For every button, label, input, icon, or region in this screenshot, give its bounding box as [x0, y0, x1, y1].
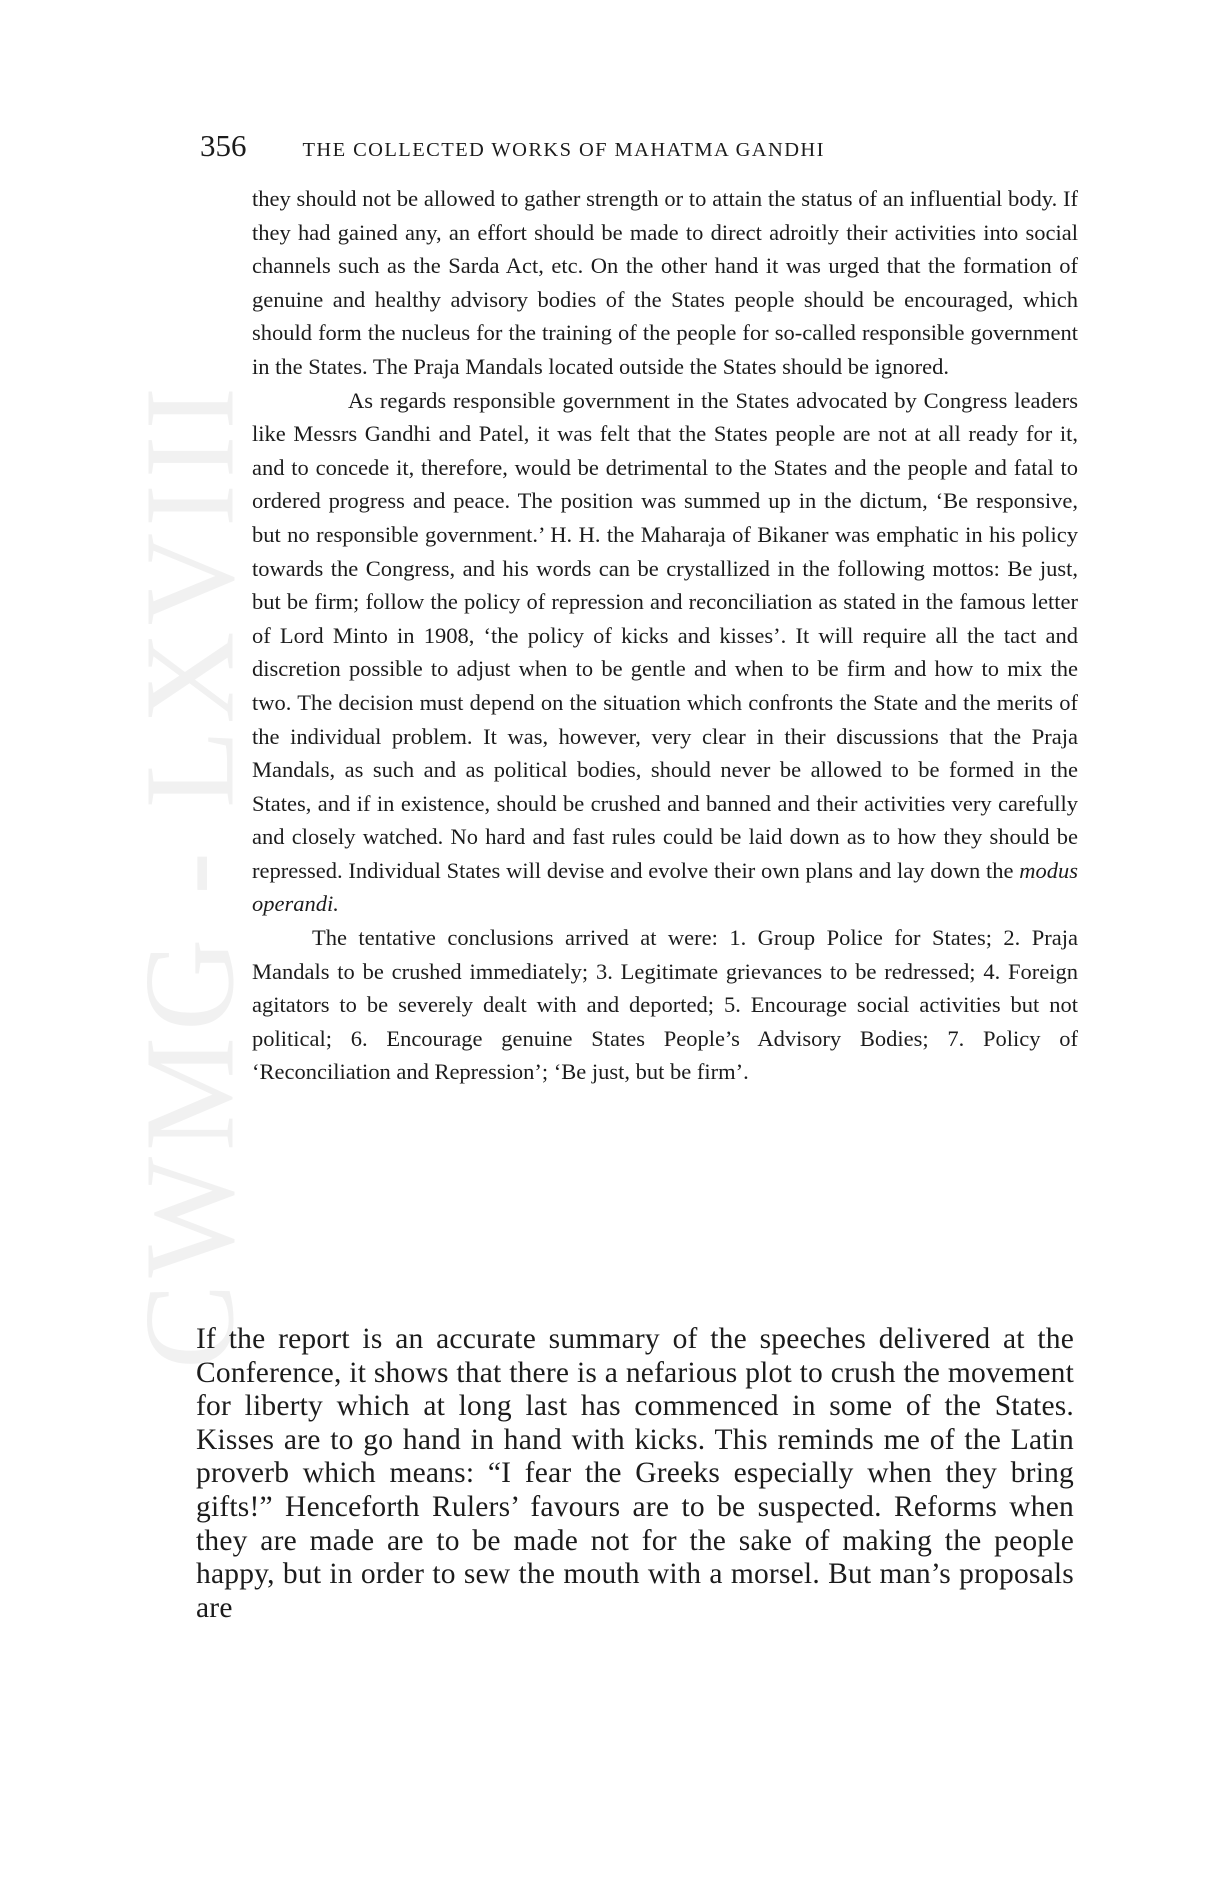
- page-number: 356: [200, 128, 247, 163]
- latin-phrase: modus operandi.: [252, 857, 1078, 917]
- running-title: THE COLLECTED WORKS OF MAHATMA GANDHI: [302, 139, 825, 161]
- quote-paragraph-2-text: As regards responsible government in the States advocated by Congress leaders like Messrs Gandhi and Patel, it was felt that the States people are not at all ready for it, and to concede it, therefore, would be detrimental to the States and the people and fatal to ordered progress and peace. The position was summed up in the dictum, ‘Be responsive, but no responsible government.’ H. H. the Maharaja of Bikaner was emphatic in his policy towards the Congress, and his words can be crystallized in the following mottos: Be just, but be firm; follow the policy of repression and reconciliation as stated in the famous letter of Lord Minto in 1908, ‘the policy of kicks and kisses’. It will require all the tact and discretion possible to adjust when to be gentle and when to be firm and how to mix the two. The decision must depend on the situation which confronts the State and the merits of the individual problem. It was, however, very clear in their discussions that the Praja Mandals, as such and as political bodies, should never be allowed to be formed in the States, and if in existence, should be crushed and banned and their activities very carefully and closely watched. No hard and fast rules could be laid down as to how they should be repressed. Individual States will devise and evolve their own plans and lay down the: [252, 387, 1078, 883]
- running-header: [200, 128, 940, 168]
- main-text: [196, 1323, 1074, 1625]
- quote-paragraph-1: they should not be allowed to gather strength or to attain the status of an influential body. If they had gained any, an effort should be made to direct adroitly their activities into social channels such as the Sarda Act, etc. On the other hand it was urged that the formation of genuine and healthy advisory bodies of the States people should be encouraged, which should form the nucleus for the training of the people for so-called responsible government in the States. The Praja Mandals located outside the States should be ignored.: [252, 186, 1078, 379]
- watermark-text: CWMG - LXVIII: [118, 381, 261, 1369]
- quoted-report: [252, 182, 1078, 1089]
- quote-paragraph-3: The tentative conclusions arrived at were: 1. Group Police for States; 2. Praja Mandals to be crushed immediately; 3. Legitimate grievances to be redressed; 4. Foreign agitators to be severely dealt with and deported; 5. Encourage social activities but not political; 6. Encourage genuine States People’s Advisory Bodies; 7. Policy of ‘Reconciliation and Repression’; ‘Be just, but be firm’.: [252, 925, 1078, 1085]
- body-paragraph-1: If the report is an accurate summary of the speeches delivered at the Conference, it shows that there is a nefarious plot to crush the movement for liberty which at long last has commenced in some of the States. Kisses are to go hand in hand with kicks. This reminds me of the Latin proverb which means: “I fear the Greeks especially when they bring gifts!” Henceforth Rulers’ favours are to be suspected. Reforms when they are made are to be made not for the sake of making the people happy, but in order to sew the mouth with a morsel. But man’s proposals are: [196, 1323, 1074, 1624]
- quote-paragraph-2: [252, 384, 1078, 922]
